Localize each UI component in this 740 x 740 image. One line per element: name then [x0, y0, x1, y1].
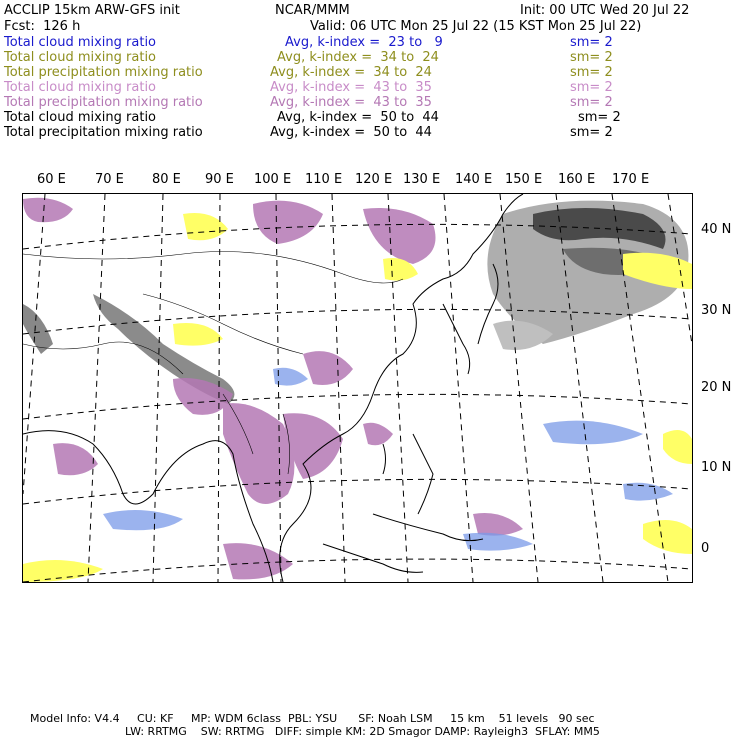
valid-time: Valid: 06 UTC Mon 25 Jul 22 (15 KST Mon 25 Jul 22): [310, 19, 642, 34]
legend-field-smoothing: sm= 2: [570, 80, 613, 95]
legend-field-smoothing: sm= 2: [578, 110, 621, 125]
longitude-label: 170 E: [612, 172, 650, 187]
legend-field-name: Total cloud mixing ratio: [4, 110, 157, 125]
legend-field-name: Total precipitation mixing ratio: [4, 65, 203, 80]
legend-field-smoothing: sm= 2: [570, 50, 613, 65]
init-time: Init: 00 UTC Wed 20 Jul 22: [520, 3, 690, 18]
legend-field-stat: Avg, k-index = 50 to 44: [277, 110, 439, 125]
legend-field-stat: Avg, k-index = 23 to 9: [285, 35, 443, 50]
legend-field-stat: Avg, k-index = 34 to 24: [277, 50, 439, 65]
map-panel: [22, 193, 693, 583]
map-title: ACCLIP 15km ARW-GFS init: [4, 3, 180, 18]
legend-field-name: Total cloud mixing ratio: [4, 50, 157, 65]
legend-field-smoothing: sm= 2: [570, 95, 613, 110]
model-info-line1: Model Info: V4.4 CU: KF MP: WDM 6class PBL: YSU SF: Noah LSM 15 km 51 levels 90 sec: [30, 712, 595, 725]
legend-field-smoothing: sm= 2: [570, 125, 613, 140]
longitude-label: 80 E: [152, 172, 181, 187]
legend-field-name: Total precipitation mixing ratio: [4, 125, 203, 140]
longitude-label: 70 E: [95, 172, 124, 187]
longitude-label: 150 E: [505, 172, 543, 187]
longitude-label: 160 E: [558, 172, 596, 187]
latitude-label: 30 N: [701, 303, 732, 318]
organization-label: NCAR/MMM: [275, 3, 350, 18]
legend-field-name: Total precipitation mixing ratio: [4, 95, 203, 110]
latitude-label: 40 N: [701, 222, 732, 237]
longitude-label: 120 E: [355, 172, 393, 187]
latitude-label: 20 N: [701, 380, 732, 395]
forecast-hour: Fcst: 126 h: [4, 19, 81, 34]
longitude-label: 110 E: [305, 172, 343, 187]
latitude-label: 0: [701, 541, 710, 556]
longitude-label: 130 E: [403, 172, 441, 187]
legend-field-name: Total cloud mixing ratio: [4, 35, 157, 50]
longitude-label: 60 E: [37, 172, 66, 187]
map-canvas: [23, 194, 692, 582]
legend-field-stat: Avg, k-index = 43 to 35: [270, 95, 432, 110]
longitude-label: 90 E: [205, 172, 234, 187]
latitude-label: 10 N: [701, 460, 732, 475]
longitude-label: 140 E: [455, 172, 493, 187]
model-info-line2: LW: RRTMG SW: RRTMG DIFF: simple KM: 2D Smagor DAMP: Rayleigh3 SFLAY: MM5: [125, 725, 600, 738]
legend-field-name: Total cloud mixing ratio: [4, 80, 157, 95]
legend-field-smoothing: sm= 2: [570, 35, 613, 50]
legend-field-stat: Avg, k-index = 43 to 35: [270, 80, 432, 95]
longitude-label: 100 E: [254, 172, 292, 187]
legend-field-smoothing: sm= 2: [570, 65, 613, 80]
legend-field-stat: Avg, k-index = 50 to 44: [270, 125, 432, 140]
legend-field-stat: Avg, k-index = 34 to 24: [270, 65, 432, 80]
